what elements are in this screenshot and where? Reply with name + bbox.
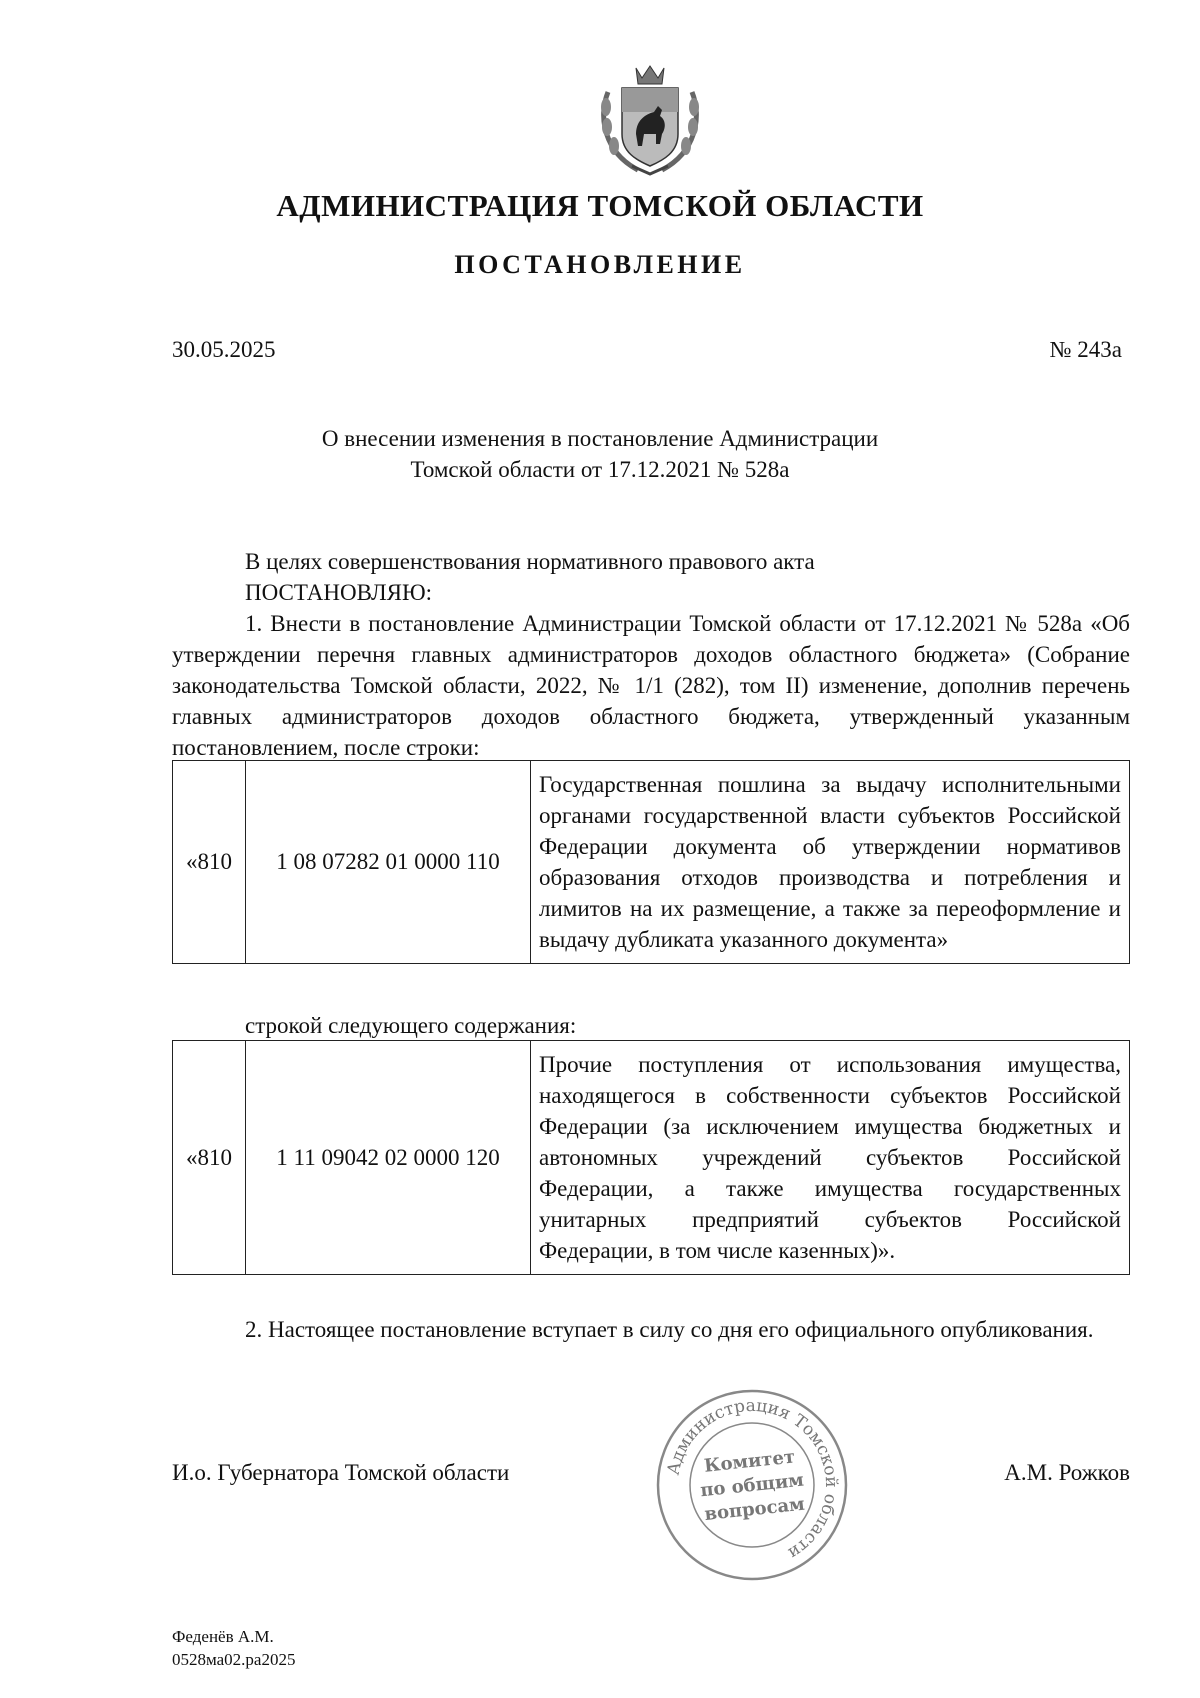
stamp-line-3: вопросам (703, 1493, 806, 1526)
signatory-position: И.о. Губернатора Томской области (172, 1460, 510, 1485)
revenue-name-cell: Государственная пошлина за выдачу исполнительными органами государственной власти субъектов Российской Федерации документа об утверждении нормативов образования отходов производства и потребления и лимитов на их размещение, а также за переоформление и выдачу дубликата указанного документа» (531, 761, 1130, 964)
admin-code-cell: «810 (173, 1041, 246, 1275)
connector-text: строкой следующего содержания: (245, 1013, 577, 1038)
file-code: 0528ма02.ра2025 (172, 1650, 296, 1669)
executor-name: Феденёв А.М. (172, 1627, 274, 1646)
item-2-paragraph (172, 1314, 1130, 1345)
table-new-row (172, 1040, 1130, 1275)
subject-line-2: Томской области от 17.12.2021 № 528а (410, 457, 790, 482)
stamp-ring-text: Администрация Томской области (663, 1395, 842, 1564)
admin-code-cell: «810 (173, 761, 246, 964)
document-date: 30.05.2025 (172, 337, 276, 362)
document-number: № 243а (1049, 337, 1122, 362)
document-type: ПОСТАНОВЛЕНИЕ (454, 250, 746, 279)
decree-word: ПОСТАНОВЛЯЮ: (245, 580, 433, 605)
kbk-code-cell: 1 11 09042 02 0000 120 (246, 1041, 531, 1275)
kbk-code-cell: 1 08 07282 01 0000 110 (246, 761, 531, 964)
item-2-text: 2. Настоящее постановление вступает в силу со дня его официального опубликования. (245, 1317, 1094, 1342)
stamp-line-1: Комитет (703, 1446, 796, 1477)
footer (172, 1625, 295, 1671)
subject-line-1: О внесении изменения в постановление Администрации (321, 426, 879, 451)
table-row (173, 761, 1130, 964)
item-1-paragraph (172, 608, 1130, 763)
document-subject (0, 423, 1200, 485)
revenue-name-cell: Прочие поступления от использования имущества, находящегося в собственности субъектов Российской Федерации (за исключением имущества бюджетных и автономных учреждений субъектов Российской Федерации, а также имущества государственных унитарных предприятий субъектов Российской Федерации, в том числе казенных)». (531, 1041, 1130, 1275)
organization-title: АДМИНИСТРАЦИЯ ТОМСКОЙ ОБЛАСТИ (276, 188, 924, 223)
table-row (173, 1041, 1130, 1275)
official-stamp (652, 1385, 852, 1585)
signatory-name: А.М. Рожков (1004, 1460, 1130, 1485)
tomsk-coat-of-arms-icon (598, 62, 702, 178)
table-original-row (172, 760, 1130, 964)
preamble: В целях совершенствования нормативного правового акта (245, 549, 815, 574)
item-1-text: 1. Внести в постановление Администрации Томской области от 17.12.2021 № 528а «Об утверждении перечня главных администраторов доходов областного бюджета» (Собрание законодательства Томской области, 2022, № 1/1 (282), том II) изменение, дополнив перечень главных администраторов доходов областного бюджета, утвержденный указанным постановлением, после строки: (172, 611, 1130, 760)
stamp-line-2: по общим (699, 1469, 805, 1502)
